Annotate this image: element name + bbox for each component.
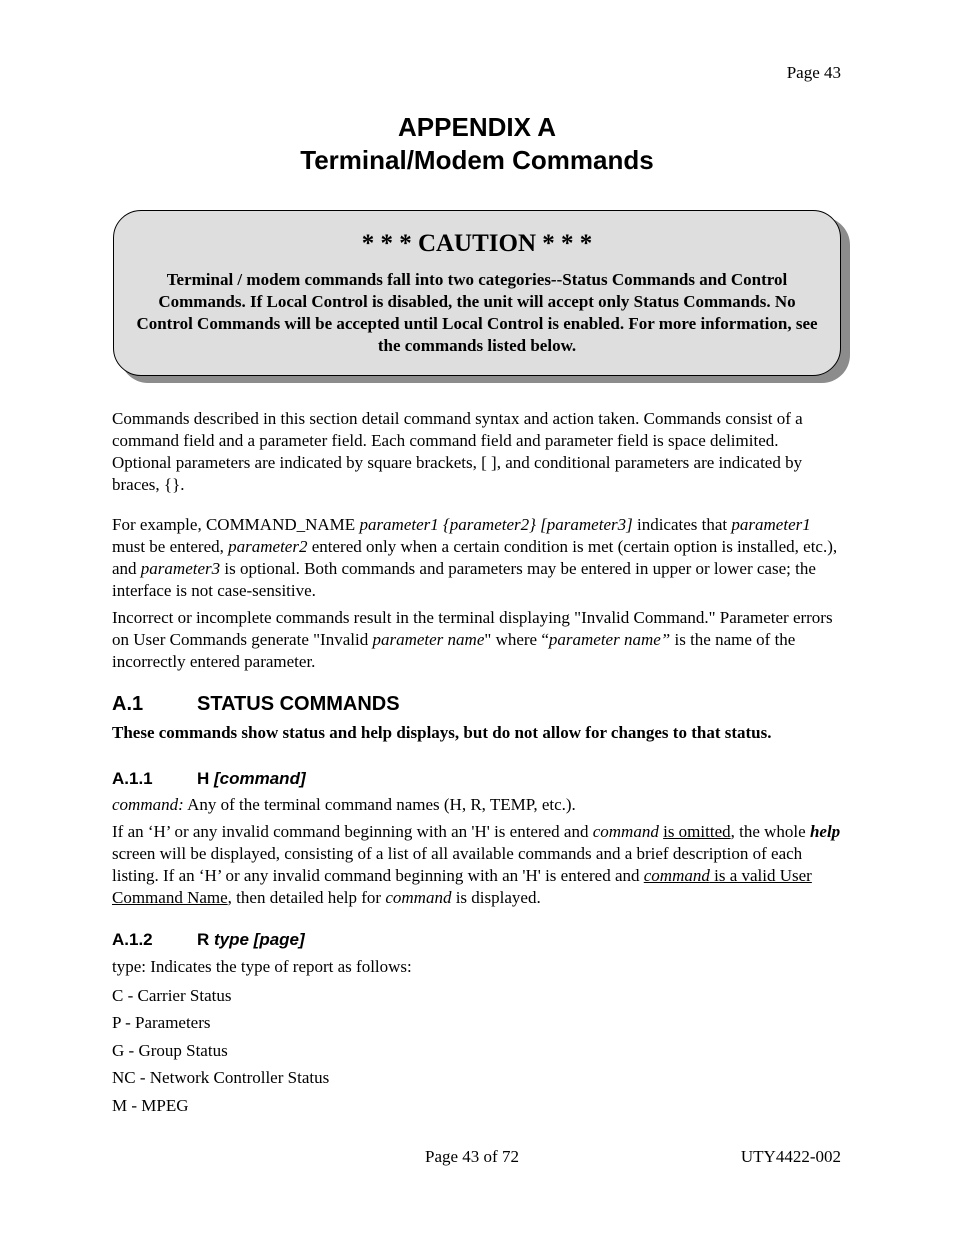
section-a1-heading [112, 693, 400, 716]
section-a11-body: If an ‘H’ or any invalid command beginning with an 'H' is entered and command is omitted, the whole help screen will be displayed, consisting of a list of all available commands and a brief description of each listing. If an ‘H’ or any invalid command beginning with an 'H' is entered and command is a valid User Command Name, then detailed help for command is displayed. [112, 822, 841, 907]
list-item: C - Carrier Status [112, 986, 232, 1005]
section-a12-intro: type: Indicates the type of report as follows: [112, 957, 412, 976]
footer-page-count: Page 43 of 72 [425, 1147, 519, 1166]
section-number: A.1 [112, 693, 144, 715]
appendix-title: APPENDIX A [398, 112, 556, 142]
list-item: M - MPEG [112, 1096, 189, 1115]
caution-title: * * * CAUTION * * * [361, 230, 593, 257]
intro-paragraph-3: Incorrect or incomplete commands result in the terminal displaying "Invalid Command." Parameter errors on User Commands generate "Invalid parameter name" where “parameter name” is the name of the incorrectly entered parameter. [112, 608, 833, 671]
appendix-subtitle: Terminal/Modem Commands [300, 145, 654, 175]
command-param: type [page] [214, 930, 305, 949]
list-item: NC - Network Controller Status [112, 1068, 330, 1087]
command-param: [command] [214, 769, 306, 788]
footer-document-id: UTY4422-002 [740, 1147, 841, 1166]
list-item: G - Group Status [112, 1041, 228, 1060]
section-a1-description: These commands show status and help displays, but do not allow for changes to that status. [112, 723, 772, 742]
section-a12-heading: A.1.2 R type [page] [112, 930, 305, 949]
section-number: A.1.1 [112, 769, 153, 788]
intro-paragraph-2: For example, COMMAND_NAME parameter1 {parameter2} [parameter3] indicates that parameter1 must be entered, parameter2 entered only when a certain condition is met (certain option is installed, etc.), and parameter3 is optional. Both commands and parameters may be entered in upper or lower case; the interface is not case-sensitive. [112, 515, 838, 600]
caution-text: Terminal / modem commands fall into two categories--Status Commands and Control Commands. If Local Control is disabled, the unit will accept only Status Commands. No Control Commands will be accepted until Local Control is enabled. For more information, see the commands listed below. [136, 270, 818, 355]
page-number-header: Page 43 [786, 63, 841, 82]
section-number: A.1.2 [112, 930, 153, 949]
intro-paragraph-1: Commands described in this section detail command syntax and action taken. Commands consist of a command field and a parameter field. Each command field and parameter field is space delimited. Optional parameters are indicated by square brackets, [ ], and conditional parameters are indicated by braces, {}. [112, 409, 803, 494]
section-a11-param-desc: command: Any of the terminal command names (H, R, TEMP, etc.). [112, 795, 576, 814]
section-a11-heading: A.1.1 H [command] [112, 769, 306, 788]
list-item: P - Parameters [112, 1013, 211, 1032]
section-title: STATUS COMMANDS [197, 693, 400, 715]
